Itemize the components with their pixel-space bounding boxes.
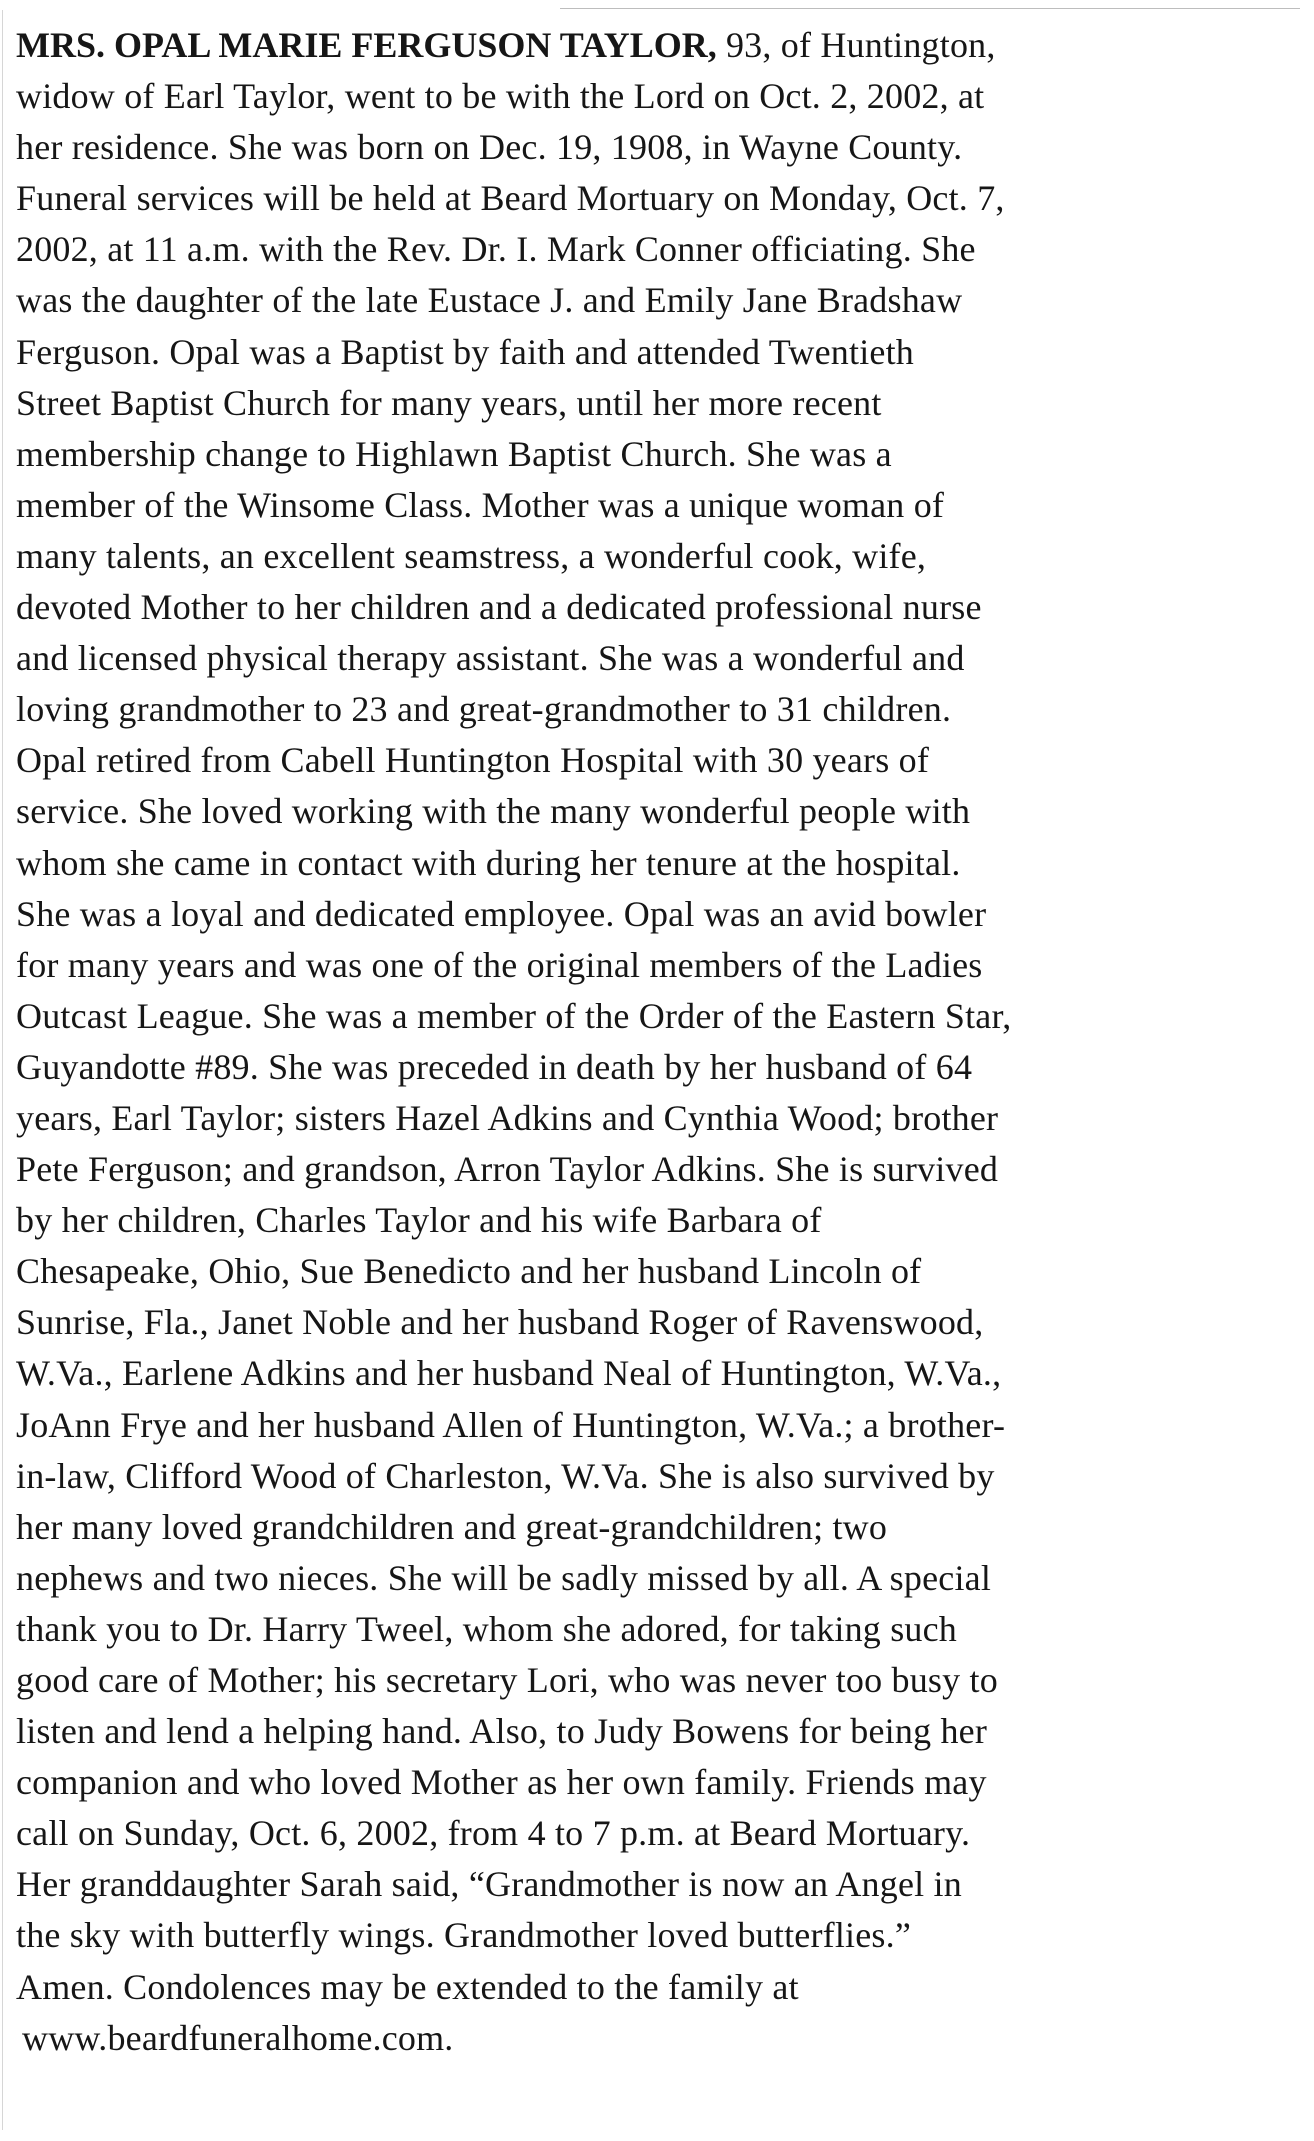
obituary-line: devoted Mother to her children and a dedicated professional nurse <box>16 587 982 628</box>
obituary-line: was the daughter of the late Eustace J. and Emily Jane Bradshaw <box>16 280 963 321</box>
obituary-line-1 <box>16 20 1302 71</box>
obituary-line: Opal retired from Cabell Huntington Hospital with 30 years of <box>16 740 930 781</box>
obituary-line: by her children, Charles Taylor and his wife Barbara of <box>16 1200 822 1241</box>
obituary-line: Ferguson. Opal was a Baptist by faith and attended Twentieth <box>16 331 914 372</box>
obituary-line: Guyandotte #89. She was preceded in death by her husband of 64 <box>16 1046 973 1087</box>
obituary-line: thank you to Dr. Harry Tweel, whom she adored, for taking such <box>16 1608 957 1649</box>
obituary-website-line: www.beardfuneralhome.com. <box>22 2017 454 2058</box>
obituary-line: Chesapeake, Ohio, Sue Benedicto and her husband Lincoln of <box>16 1251 922 1292</box>
obituary-line: nephews and two nieces. She will be sadly missed by all. A special <box>16 1557 992 1598</box>
obituary-line-1-rest: 93, of Huntington, <box>716 25 996 65</box>
clipping-top-edge <box>560 8 1300 9</box>
obituary-line: many talents, an excellent seamstress, a wonderful cook, wife, <box>16 535 927 576</box>
obituary-line: Sunrise, Fla., Janet Noble and her husband Roger of Ravenswood, <box>16 1302 984 1343</box>
obituary-line: membership change to Highlawn Baptist Church. She was a <box>16 433 892 474</box>
obituary-line: Outcast League. She was a member of the Order of the Eastern Star, <box>16 995 1012 1036</box>
clipping-left-edge <box>2 10 3 2130</box>
obituary-line: Funeral services will be held at Beard Mortuary on Monday, Oct. 7, <box>16 178 1005 219</box>
obituary-line: Amen. Condolences may be extended to the family at <box>16 1966 799 2007</box>
obituary-line: the sky with butterfly wings. Grandmother loved butterflies.” <box>16 1915 912 1956</box>
obituary-line: her many loved grandchildren and great-grandchildren; two <box>16 1506 888 1547</box>
obituary-line: call on Sunday, Oct. 6, 2002, from 4 to 7 p.m. at Beard Mortuary. <box>16 1813 971 1854</box>
obituary-line: in-law, Clifford Wood of Charleston, W.Va. She is also survived by <box>16 1455 995 1496</box>
obituary-line: Her granddaughter Sarah said, “Grandmother is now an Angel in <box>16 1864 962 1905</box>
deceased-name: MRS. OPAL MARIE FERGUSON TAYLOR, <box>16 25 717 65</box>
obituary-line: companion and who loved Mother as her own family. Friends may <box>16 1762 987 1803</box>
obituary-line: 2002, at 11 a.m. with the Rev. Dr. I. Mark Conner officiating. She <box>16 229 976 270</box>
obituary-line: her residence. She was born on Dec. 19, 1908, in Wayne County. <box>16 127 963 168</box>
obituary-text <box>16 20 1302 2064</box>
obituary-line: whom she came in contact with during her tenure at the hospital. <box>16 842 961 883</box>
obituary-line: loving grandmother to 23 and great-grandmother to 31 children. <box>16 689 952 730</box>
obituary-line: member of the Winsome Class. Mother was a unique woman of <box>16 484 945 525</box>
obituary-line: listen and lend a helping hand. Also, to Judy Bowens for being her <box>16 1711 988 1752</box>
obituary-line: for many years and was one of the original members of the Ladies <box>16 944 983 985</box>
obituary-line: good care of Mother; his secretary Lori, who was never too busy to <box>16 1660 998 1700</box>
obituary-line: and licensed physical therapy assistant. She was a wonderful and <box>16 638 965 679</box>
obituary-line: service. She loved working with the many wonderful people with <box>16 791 971 832</box>
obituary-line: JoAnn Frye and her husband Allen of Huntington, W.Va.; a brother- <box>16 1404 1006 1445</box>
obituary-line: Street Baptist Church for many years, until her more recent <box>16 382 882 423</box>
obituary-line: Pete Ferguson; and grandson, Arron Taylor Adkins. She is survived <box>16 1149 999 1190</box>
obituary-line: W.Va., Earlene Adkins and her husband Neal of Huntington, W.Va., <box>16 1353 1002 1394</box>
obituary-line: widow of Earl Taylor, went to be with the Lord on Oct. 2, 2002, at <box>16 76 985 117</box>
obituary-line: years, Earl Taylor; sisters Hazel Adkins and Cynthia Wood; brother <box>16 1097 999 1138</box>
obituary-line: She was a loyal and dedicated employee. Opal was an avid bowler <box>16 893 987 934</box>
